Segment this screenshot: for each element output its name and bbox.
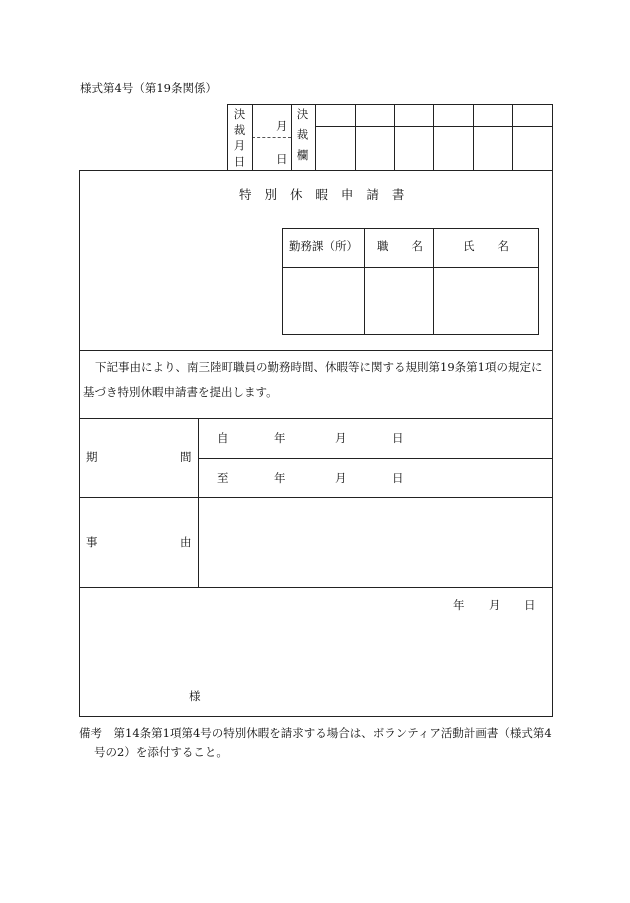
addressee-field[interactable] — [84, 680, 184, 706]
period-from-day: 日 — [392, 431, 404, 445]
period-label-right: 間 — [180, 450, 192, 464]
form-number-label: 様式第4号（第19条関係） — [80, 81, 217, 95]
department-field[interactable] — [283, 268, 363, 334]
job-title-field[interactable] — [365, 268, 432, 334]
period-label-left: 期 — [86, 450, 98, 464]
note-line-1: 備考 第14条第1項第4号の特別休暇を請求する場合は、ボランティア活動計画書（様式第4 — [79, 726, 552, 740]
period-from-month: 月 — [335, 431, 347, 445]
approval-month-label: 月 — [276, 119, 288, 133]
reason-field[interactable] — [199, 498, 552, 587]
period-to-field[interactable] — [199, 459, 552, 497]
period-from-year: 年 — [274, 431, 286, 445]
note-line-2: 号の2）を添付すること。 — [94, 745, 228, 759]
approval-day-label: 日 — [276, 152, 288, 166]
kessai-ran-label: 決裁欄 — [295, 108, 310, 170]
kessai-date-label: 決裁月日 — [232, 108, 247, 172]
period-from-field[interactable] — [199, 419, 552, 457]
period-to-label: 至 — [217, 471, 229, 485]
form-title: 特 別 休 暇 申 請 書 — [239, 187, 409, 202]
period-from-label: 自 — [217, 431, 229, 445]
period-to-day: 日 — [392, 471, 404, 485]
reason-label-left: 事 — [86, 535, 98, 549]
intro-line-1: 下記事由により、南三陸町職員の勤務時間、休暇等に関する規則第19条第1項の規定に — [95, 360, 543, 374]
name-field[interactable] — [434, 268, 538, 334]
department-header: 勤務課（所） — [289, 239, 358, 253]
addressee-honorific: 様 — [189, 689, 201, 703]
date-month-label: 月 — [489, 598, 501, 612]
job-title-header: 職 名 — [377, 239, 423, 253]
reason-label-right: 由 — [180, 535, 192, 549]
intro-line-2: 基づき特別休暇申請書を提出します。 — [83, 385, 278, 399]
name-header: 氏 名 — [463, 239, 509, 253]
date-year-label: 年 — [453, 598, 465, 612]
period-to-month: 月 — [335, 471, 347, 485]
date-day-label: 日 — [524, 598, 536, 612]
period-to-year: 年 — [274, 471, 286, 485]
